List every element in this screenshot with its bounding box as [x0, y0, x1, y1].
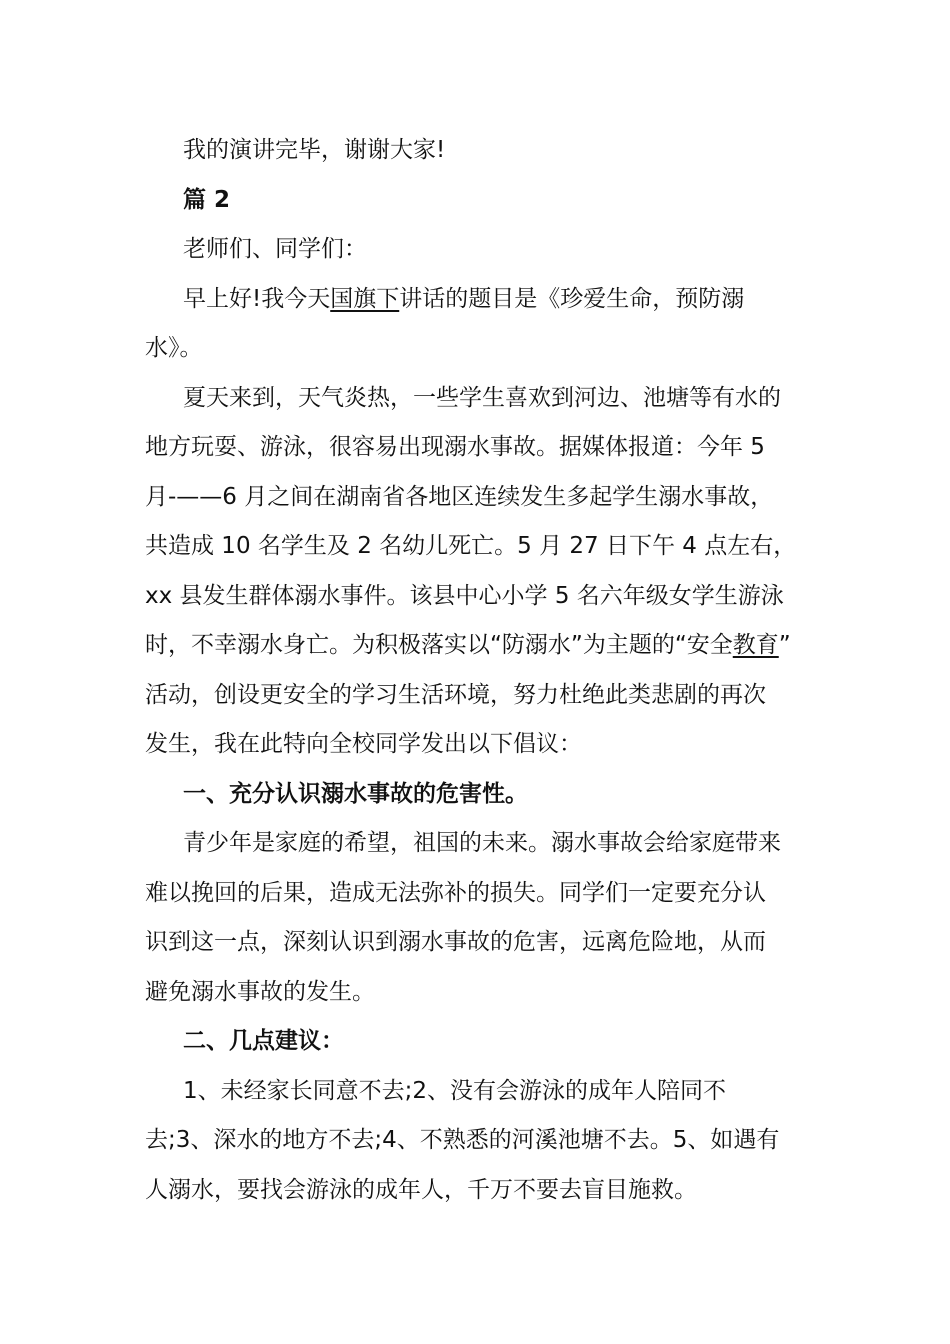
paragraph-line: 共造成 10 名学生及 2 名幼儿死亡。5 月 27 日下午 4 点左右， — [145, 533, 797, 559]
paragraph-line: 1、未经家长同意不去;2、没有会游泳的成年人陪同不 — [183, 1077, 727, 1104]
line-text-before-link: 时，不幸溺水身亡。为积极落实以“防溺水”为主题的“安全 — [145, 632, 733, 658]
paragraph-line: 发生，我在此特向全校同学发出以下倡议： — [145, 731, 582, 757]
paragraph-line: 活动，创设更安全的学习生活环境，努力杜绝此类悲剧的再次 — [145, 681, 766, 708]
paragraph-line: 去;3、深水的地方不去;4、不熟悉的河溪池塘不去。5、如遇有 — [145, 1127, 780, 1153]
line-text-after-link: ” — [778, 632, 791, 658]
document-body — [145, 126, 810, 1215]
paragraph-line: 人溺水，要找会游泳的成年人，千万不要去盲目施救。 — [145, 1176, 697, 1203]
education-link[interactable]: 教育 — [732, 632, 779, 658]
section-title: 篇 2 — [183, 186, 231, 213]
intro-line-2: 水》。 — [145, 335, 203, 361]
closing-line: 我的演讲完毕，谢谢大家! — [183, 137, 446, 163]
heading-danger-awareness: 一、充分认识溺水事故的危害性。 — [183, 780, 528, 807]
intro-line-1 — [145, 275, 810, 325]
paragraph-line: 避免溺水事故的发生。 — [145, 978, 375, 1005]
heading-suggestions: 二、几点建议： — [183, 1028, 344, 1054]
intro-text-before-link: 早上好!我今天 — [183, 285, 331, 312]
paragraph-youth-hope — [145, 819, 810, 1017]
paragraph-suggestion-list — [145, 1067, 810, 1216]
paragraph-line: 夏天来到，天气炎热，一些学生喜欢到河边、池塘等有水的 — [183, 384, 781, 411]
paragraph-line: 月-——6 月之间在湖南省各地区连续发生多起学生溺水事故， — [145, 483, 774, 510]
flag-speech-link[interactable]: 国旗下 — [330, 285, 400, 312]
paragraph-line: 地方玩耍、游泳，很容易出现溺水事故。据媒体报道：今年 5 — [145, 434, 765, 460]
greeting-line: 老师们、同学们： — [183, 236, 367, 262]
paragraph-summer-safety — [145, 374, 810, 770]
paragraph-line: 青少年是家庭的希望，祖国的未来。溺水事故会给家庭带来 — [183, 830, 781, 856]
paragraph-line: 识到这一点，深刻认识到溺水事故的危害，远离危险地，从而 — [145, 929, 766, 955]
intro-paragraph — [145, 275, 810, 374]
paragraph-line: xx 县发生群体溺水事件。该县中心小学 5 名六年级女学生游泳 — [145, 582, 784, 609]
intro-text-after-link: 讲话的题目是《珍爱生命，预防溺 — [399, 285, 745, 312]
paragraph-line — [145, 621, 810, 671]
paragraph-line: 难以挽回的后果，造成无法弥补的损失。同学们一定要充分认 — [145, 879, 766, 906]
